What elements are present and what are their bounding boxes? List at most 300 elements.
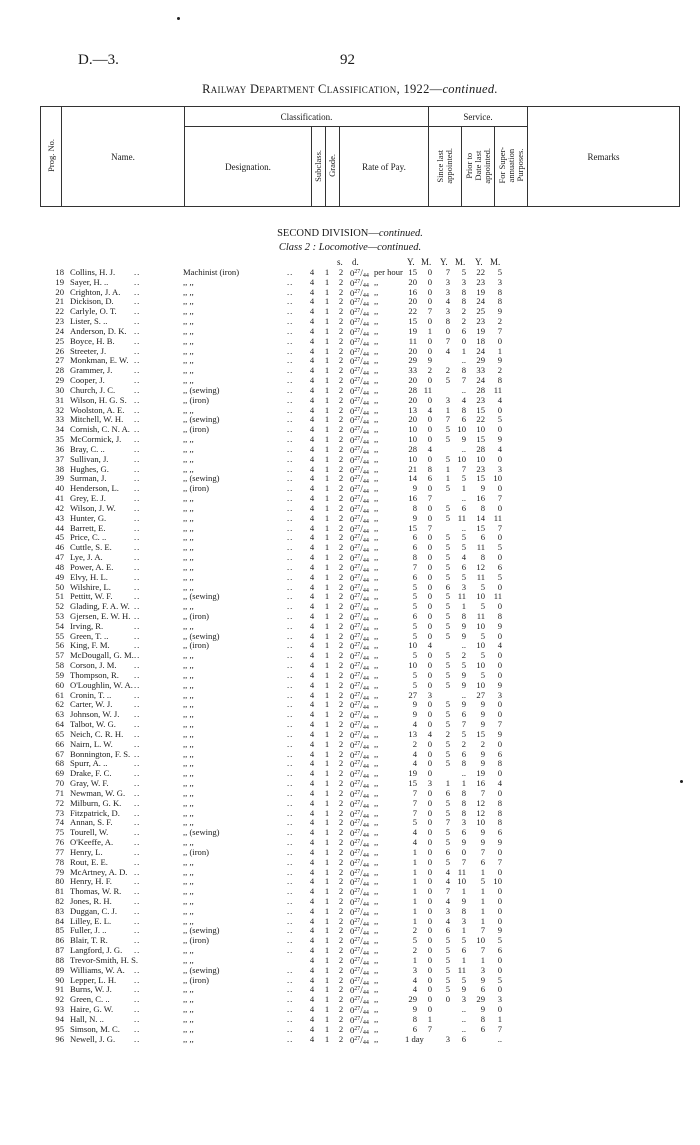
row-pence-whole: 0	[350, 543, 355, 554]
row-prior-years: 7	[445, 886, 450, 897]
table-row	[0, 838, 700, 848]
row-designation: ,, (iron)	[183, 610, 210, 621]
row-per: ,,	[374, 679, 379, 690]
row-since-months: 0	[427, 434, 432, 445]
row-pence-numerator: 27	[354, 495, 361, 502]
row-grade: 1	[324, 601, 330, 612]
row-pence-fraction-slash: /	[360, 317, 363, 328]
row-prior-months: 9	[461, 679, 466, 690]
row-designation: ,, (sewing)	[183, 827, 220, 838]
row-leader-2: ..	[287, 522, 294, 533]
row-pence-fraction-slash: /	[360, 336, 363, 347]
row-designation: ,, ,,	[183, 896, 194, 906]
row-prog-no: 38	[55, 463, 64, 474]
row-pence-numerator: 27	[354, 455, 361, 462]
row-prior-months: 2	[461, 306, 466, 317]
row-leader: ..	[134, 1013, 141, 1024]
row-since-months: 11	[423, 384, 432, 395]
row-prior-months: 0	[461, 335, 466, 346]
row-pence-numerator: 27	[354, 770, 361, 777]
row-pence-denominator: 44	[362, 469, 369, 476]
row-name: Hunter, G.	[70, 512, 107, 523]
row-name: Carter, W. J.	[70, 699, 113, 710]
row-leader-2: ..	[287, 502, 294, 513]
row-grade: 1	[324, 542, 330, 553]
row-per: ,,	[374, 561, 379, 572]
row-shillings: 2	[338, 630, 344, 641]
row-grade: 1	[324, 748, 330, 759]
row-prior-years: 2	[445, 728, 450, 739]
row-leader: ..	[134, 345, 141, 356]
row-superann-years: 10	[476, 660, 485, 671]
row-superann-months: 10	[493, 876, 502, 887]
row-since-months: 0	[427, 719, 432, 730]
row-shillings: 2	[338, 404, 344, 415]
row-leader: ..	[134, 827, 141, 838]
row-superann-months: 0	[497, 699, 502, 710]
row-subclass: 4	[309, 915, 315, 926]
row-subclass: 4	[309, 709, 315, 720]
row-prior-months: 0	[461, 846, 466, 857]
row-name: Barrett, E.	[70, 522, 106, 533]
row-name: Newell, J. G.	[70, 1033, 116, 1044]
row-designation: ,, (iron)	[183, 483, 210, 494]
row-leader-2: ..	[287, 699, 294, 710]
row-superann-years: 28	[476, 443, 485, 454]
row-leader-2: ..	[287, 738, 294, 749]
row-since-years: 4	[412, 827, 417, 838]
row-superann-years: 8	[480, 502, 485, 513]
row-per: ,,	[374, 365, 379, 376]
row-name: Williams, W. A.	[70, 964, 125, 975]
row-shillings: 2	[338, 758, 344, 769]
row-pence-fraction-slash: /	[360, 857, 363, 868]
row-prog-no: 58	[55, 660, 64, 671]
row-superann-years: 7	[480, 846, 485, 857]
row-leader-2: ..	[287, 610, 294, 621]
row-prog-no: 22	[55, 306, 64, 317]
row-since-months: 0	[427, 945, 432, 956]
row-subclass: 4	[309, 453, 315, 464]
row-superann-months: 9	[497, 679, 502, 690]
row-pence-fraction-slash: /	[360, 661, 363, 672]
row-pence-whole: 0	[350, 277, 355, 288]
row-superann-years: 15	[476, 434, 485, 445]
row-pence-fraction-slash: /	[360, 277, 363, 288]
row-name: Thompson, R.	[70, 669, 119, 680]
row-superann-months: 8	[497, 296, 502, 307]
row-since-months: 0	[427, 502, 432, 513]
row-leader-2: ..	[287, 748, 294, 759]
row-pence-fraction-slash: /	[360, 936, 363, 947]
row-subclass: 4	[309, 876, 315, 887]
row-pence-numerator: 27	[354, 1015, 361, 1022]
row-leader: ..	[134, 414, 141, 425]
row-prog-no: 84	[55, 915, 64, 926]
row-prog-no: 20	[55, 286, 64, 297]
row-leader: ..	[134, 502, 141, 513]
row-leader: ..	[134, 316, 141, 327]
row-superann-years: 10	[476, 620, 485, 631]
row-superann-years: 9	[480, 758, 485, 769]
row-prior-years: 4	[445, 345, 450, 356]
row-pence-whole: 0	[350, 435, 355, 446]
row-since-years: 5	[412, 679, 417, 690]
row-pence-numerator: 27	[354, 1035, 361, 1042]
row-shillings: 2	[338, 473, 344, 484]
row-pence-fraction-slash: /	[360, 926, 363, 937]
row-designation: ,, ,,	[183, 797, 194, 808]
row-leader: ..	[134, 286, 141, 297]
row-designation: ,, ,,	[183, 915, 194, 926]
row-superann-months: 0	[497, 709, 502, 720]
row-pence-denominator: 44	[362, 587, 369, 594]
row-prior-years: 5	[445, 699, 450, 710]
row-since-years: 11	[408, 335, 417, 346]
unit-pence: d.	[352, 257, 359, 267]
row-pence-whole: 0	[350, 366, 355, 377]
row-prior-years: 7	[445, 817, 450, 828]
row-pence-whole: 0	[350, 769, 355, 780]
row-grade: 1	[324, 915, 330, 926]
row-prog-no: 44	[55, 522, 64, 533]
row-since-years: 20	[408, 394, 417, 405]
row-name: Bonnington, F. S.	[70, 748, 131, 759]
row-per: ,,	[374, 424, 379, 435]
row-prog-no: 30	[55, 384, 64, 395]
row-prog-no: 76	[55, 837, 64, 848]
row-grade: 1	[324, 1023, 330, 1034]
row-designation: ,, ,,	[183, 365, 194, 376]
row-pence-whole: 0	[350, 897, 355, 907]
row-leader-2: ..	[287, 807, 294, 818]
row-since-months: 0	[427, 886, 432, 897]
row-pence-whole: 0	[350, 356, 355, 367]
row-since-months: 6	[427, 473, 432, 484]
row-since-years: 13	[408, 728, 417, 739]
row-grade: 1	[324, 483, 330, 494]
row-prior-months: 4	[461, 552, 466, 563]
row-prog-no: 25	[55, 335, 64, 346]
row-since-months: 2	[427, 365, 432, 376]
row-superann-years: 27	[476, 689, 485, 700]
row-superann-years: 33	[476, 365, 485, 376]
row-per: ,,	[374, 807, 379, 818]
row-grade: 1	[324, 571, 330, 582]
row-pence-numerator: 27	[354, 327, 361, 334]
row-prior-months: 6	[461, 414, 466, 425]
row-superann-years: 22	[476, 267, 485, 277]
row-prog-no: 48	[55, 561, 64, 572]
row-grade: 1	[324, 640, 330, 651]
row-shillings: 2	[338, 335, 344, 346]
row-leader-2: ..	[287, 650, 294, 661]
row-subclass: 4	[309, 335, 315, 346]
row-name: Crighton, J. A.	[70, 286, 121, 297]
row-prior-years: 5	[445, 483, 450, 494]
row-per: ,,	[374, 610, 379, 621]
row-prior-months: 5	[461, 532, 466, 543]
row-prior-years: 7	[445, 267, 450, 277]
row-since-years: 20	[408, 345, 417, 356]
table-row	[0, 1005, 700, 1015]
row-grade: 1	[324, 1013, 330, 1024]
row-per: ,,	[374, 984, 379, 995]
row-since-years: 13	[408, 404, 417, 415]
row-prog-no: 93	[55, 1004, 64, 1015]
row-leader: ..	[134, 728, 141, 739]
row-subclass: 4	[309, 365, 315, 376]
header-superannuation: For Super- annuation Purposes.	[496, 147, 525, 184]
row-pence-numerator: 27	[354, 514, 361, 521]
row-prog-no: 89	[55, 964, 64, 975]
row-since-months: 0	[427, 797, 432, 808]
row-per: ,,	[374, 286, 379, 297]
row-grade: 1	[324, 434, 330, 445]
row-pence-denominator: 44	[362, 656, 369, 663]
row-since-years: 15	[408, 522, 417, 533]
row-since-years: 10	[408, 660, 417, 671]
row-designation: ,, ,,	[183, 787, 194, 798]
row-since-years: 1	[412, 856, 417, 867]
row-prog-no: 40	[55, 483, 64, 494]
row-pence-fraction-slash: /	[360, 454, 363, 465]
row-pence-numerator: 27	[354, 278, 361, 285]
row-shillings: 2	[338, 542, 344, 553]
row-pence-denominator: 44	[362, 567, 369, 574]
row-since-years: 4	[412, 984, 417, 995]
row-superann-months: 3	[497, 463, 502, 474]
row-pence-numerator: 27	[354, 396, 361, 403]
row-shillings: 2	[338, 856, 344, 867]
row-subclass: 4	[309, 394, 315, 405]
row-prior-months: 6	[461, 827, 466, 838]
row-grade: 1	[324, 935, 330, 946]
row-since-years: 5	[412, 620, 417, 631]
row-pence-whole: 0	[350, 592, 355, 603]
row-pence-numerator: 27	[354, 612, 361, 619]
row-prior-months: 5	[461, 473, 466, 484]
row-leader-2: ..	[287, 669, 294, 680]
row-subclass: 4	[309, 1023, 315, 1034]
row-superann-years: 11	[476, 542, 485, 553]
row-leader: ..	[134, 375, 141, 386]
row-subclass: 4	[309, 797, 315, 808]
row-grade: 1	[324, 384, 330, 395]
row-superann-months: 3	[497, 689, 502, 700]
row-pence-denominator: 44	[362, 744, 369, 751]
row-pence-fraction-slash: /	[360, 572, 363, 583]
row-prog-no: 81	[55, 886, 64, 897]
row-superann-months: 0	[497, 984, 502, 995]
row-subclass: 4	[309, 699, 315, 710]
row-designation: ,, ,,	[183, 1004, 194, 1015]
row-per: ,,	[374, 709, 379, 720]
row-leader-2: ..	[287, 335, 294, 346]
row-pence-whole: 0	[350, 533, 355, 544]
row-pence-denominator: 44	[362, 793, 369, 800]
row-pence-denominator: 44	[362, 980, 369, 987]
row-name: Gray, W. F.	[70, 778, 109, 789]
row-leader-2: ..	[287, 384, 294, 395]
row-since-years: 19	[408, 325, 417, 336]
row-subclass: 4	[309, 827, 315, 838]
row-since-years: 22	[408, 306, 417, 317]
row-pence-whole: 0	[350, 484, 355, 495]
row-grade: 1	[324, 522, 330, 533]
row-since-months: 0	[427, 846, 432, 857]
row-since-months: 0	[427, 758, 432, 769]
row-name: Henderson, L.	[70, 483, 119, 494]
row-prior-months: 5	[461, 974, 466, 985]
row-prog-no: 35	[55, 434, 64, 445]
row-leader: ..	[134, 837, 141, 848]
header-prior: Prior to Date last appointed.	[463, 147, 492, 184]
row-shillings: 2	[338, 267, 344, 277]
row-pence-fraction-slash: /	[360, 1005, 363, 1016]
row-per: ,,	[374, 945, 379, 956]
row-prog-no: 67	[55, 748, 64, 759]
row-superann-years: 9	[480, 699, 485, 710]
row-designation: ,, ,,	[183, 738, 194, 749]
row-prior-years: 5	[445, 758, 450, 769]
row-superann-months: 7	[497, 1023, 502, 1034]
row-superann-years: 5	[480, 650, 485, 661]
row-pence-denominator: 44	[362, 764, 369, 771]
row-leader-2: ..	[287, 935, 294, 946]
row-prior-years: 5	[445, 974, 450, 985]
row-pence-fraction-slash: /	[360, 955, 363, 966]
row-pence-whole: 0	[350, 661, 355, 672]
row-grade: 1	[324, 424, 330, 435]
row-leader: ..	[134, 660, 141, 671]
row-leader: ..	[134, 640, 141, 651]
row-pence-whole: 0	[350, 513, 355, 524]
row-since-years: 6	[412, 1023, 417, 1034]
row-pence-numerator: 27	[354, 465, 361, 472]
row-prog-no: 47	[55, 552, 64, 563]
row-pence-numerator: 27	[354, 701, 361, 708]
row-name: Collins, H. J.	[70, 267, 116, 277]
row-prior-years: 1	[445, 404, 450, 415]
row-prior-months: 5	[461, 542, 466, 553]
row-superann-months: 9	[497, 925, 502, 936]
row-pence-numerator: 27	[354, 898, 361, 904]
row-superann-months: 6	[497, 827, 502, 838]
row-name: Hughes, G.	[70, 463, 109, 474]
row-designation: ,, ,,	[183, 561, 194, 572]
row-prog-no: 75	[55, 827, 64, 838]
row-prior-months: 8	[461, 365, 466, 376]
ink-speck	[680, 780, 683, 783]
row-superann-years: 1	[480, 896, 485, 906]
row-leader-2: ..	[287, 866, 294, 877]
row-pence-denominator: 44	[362, 734, 369, 741]
row-pence-whole: 0	[350, 779, 355, 790]
row-shillings: 2	[338, 571, 344, 582]
row-pence-fraction-slash: /	[360, 435, 363, 446]
row-name: McDougall, G. M.	[70, 650, 134, 661]
row-since-months: 0	[427, 316, 432, 327]
row-leader-2: ..	[287, 453, 294, 464]
row-grade: 1	[324, 974, 330, 985]
row-prior-years: 5	[445, 650, 450, 661]
row-name: Talbot, W. G.	[70, 719, 116, 730]
row-prog-no: 49	[55, 571, 64, 582]
row-prior-months: 1	[461, 345, 466, 356]
row-pence-whole: 0	[350, 680, 355, 691]
row-superann-years: 1	[480, 866, 485, 877]
row-prog-no: 83	[55, 905, 64, 916]
row-name: Corson, J. M.	[70, 660, 117, 671]
row-grade: 1	[324, 502, 330, 513]
row-leader-2: ..	[287, 679, 294, 690]
row-grade: 1	[324, 561, 330, 572]
row-shillings: 2	[338, 660, 344, 671]
row-grade: 1	[324, 630, 330, 641]
row-designation: ,, ,,	[183, 699, 194, 710]
row-since-months: 0	[427, 876, 432, 887]
row-pence-whole: 0	[350, 828, 355, 839]
row-pence-fraction-slash: /	[360, 975, 363, 986]
row-leader: ..	[134, 856, 141, 867]
row-name: Cooper, J.	[70, 375, 105, 386]
row-name: Simson, M. C.	[70, 1023, 120, 1034]
row-since-months: 0	[427, 925, 432, 936]
row-per: ,,	[374, 846, 379, 857]
class-name: Locomotive	[318, 242, 368, 253]
row-subclass: 4	[309, 414, 315, 425]
row-leader: ..	[134, 1023, 141, 1034]
row-subclass: 4	[309, 434, 315, 445]
row-prior-months: 11	[457, 591, 466, 602]
row-leader-2: ..	[287, 473, 294, 484]
row-pence-numerator: 27	[354, 554, 361, 561]
row-since-years: 6	[412, 542, 417, 553]
row-pence-numerator: 27	[354, 475, 361, 482]
row-pence-whole: 0	[350, 287, 355, 298]
row-pence-whole: 0	[350, 877, 355, 888]
row-prior-years: 5	[445, 434, 450, 445]
row-pence-numerator: 27	[354, 1025, 361, 1032]
row-shillings: 2	[338, 512, 344, 523]
row-superann-years: 9	[480, 748, 485, 759]
row-pence-fraction-slash: /	[360, 916, 363, 927]
row-prog-no: 23	[55, 316, 64, 327]
row-pence-fraction-slash: /	[360, 602, 363, 613]
row-superann-years: 1	[480, 905, 485, 916]
row-leader-2: ..	[287, 512, 294, 523]
row-leader: ..	[134, 483, 141, 494]
row-name: Lye, J. A.	[70, 552, 103, 563]
row-superann-months: 8	[497, 817, 502, 828]
row-prog-no: 39	[55, 473, 64, 484]
row-since-years: 19	[408, 768, 417, 779]
row-prior-months: 1	[461, 954, 466, 965]
row-designation: ,, ,,	[183, 522, 194, 533]
row-pence-numerator: 27	[354, 308, 361, 315]
row-pence-fraction-slash: /	[360, 611, 363, 622]
row-per: ,,	[374, 856, 379, 867]
row-leader: ..	[134, 552, 141, 563]
row-leader: ..	[134, 984, 141, 995]
row-pence-numerator: 27	[354, 1006, 361, 1013]
row-shillings: 2	[338, 886, 344, 897]
row-since-years: 4	[412, 974, 417, 985]
row-prog-no: 86	[55, 935, 64, 946]
row-subclass: 4	[309, 719, 315, 730]
row-subclass: 4	[309, 974, 315, 985]
